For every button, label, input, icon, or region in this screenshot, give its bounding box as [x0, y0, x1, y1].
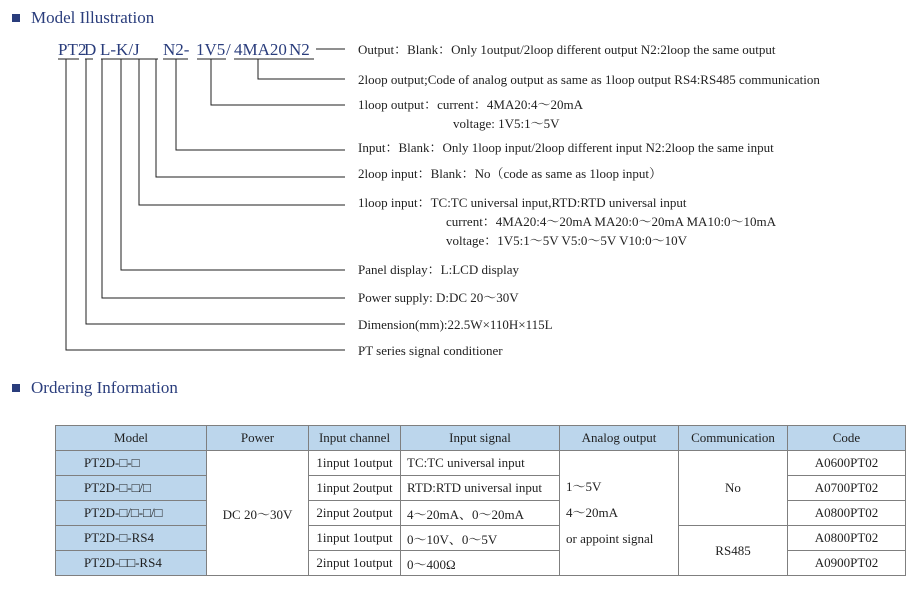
desc-1loop-input: 1loop input：TC:TC universal input,RTD:RTD universal input: [358, 195, 687, 210]
code-cell: A0700PT02: [788, 476, 906, 501]
desc-dimension: Dimension(mm):22.5W×110H×115L: [358, 317, 553, 332]
code-display-input: L-K/J: [100, 40, 140, 59]
desc-1loop-input-current: current：4MA20:4～20mA MA20:0～20mA MA10:0～10mA: [446, 214, 777, 229]
code-2loop-input: N2-: [163, 40, 190, 59]
desc-output: Output：Blank：Only 1output/2loop different output N2:2loop the same output: [358, 42, 776, 57]
header-power: Power: [207, 426, 309, 451]
table-row: [56, 451, 906, 476]
square-bullet-icon: [12, 384, 20, 392]
header-input-signal: Input signal: [401, 426, 560, 451]
desc-input: Input：Blank：Only 1loop input/2loop different input N2:2loop the same input: [358, 140, 774, 155]
desc-1loop-input-voltage: voltage：1V5:1～5V V5:0～5V V10:0～10V: [446, 233, 687, 248]
table-row: [56, 526, 906, 551]
desc-1loop-output: 1loop output：current：4MA20:4～20mA: [358, 97, 583, 112]
code-cell: A0800PT02: [788, 501, 906, 526]
channel-cell: 1input 1output: [309, 526, 401, 551]
communication-cell: No: [679, 451, 788, 526]
table-header-row: [56, 426, 906, 451]
code-cell: A0900PT02: [788, 551, 906, 576]
model-cell: PT2D-□/□-□/□: [56, 501, 207, 526]
model-cell: PT2D-□-□/□: [56, 476, 207, 501]
desc-series: PT series signal conditioner: [358, 343, 503, 358]
code-1loop-output: 1V5: [196, 40, 226, 59]
model-cell: PT2D-□-RS4: [56, 526, 207, 551]
model-code: [58, 40, 310, 59]
desc-2loop-input: 2loop input：Blank：No（code as same as 1loop input）: [358, 166, 663, 181]
ordering-table: [55, 425, 906, 576]
channel-cell: 1input 2output: [309, 476, 401, 501]
signal-cell: RTD:RTD universal input: [401, 476, 560, 501]
signal-cell: 0～400Ω: [401, 551, 560, 576]
code-power: D: [84, 40, 97, 59]
analog-output-line: or appoint signal: [566, 531, 654, 546]
channel-cell: 1input 1output: [309, 451, 401, 476]
ordering-information-title: Ordering Information: [31, 378, 178, 397]
power-cell: DC 20～30V: [207, 451, 309, 576]
model-cell: PT2D-□□-RS4: [56, 551, 207, 576]
communication-cell: RS485: [679, 526, 788, 576]
channel-cell: 2input 1output: [309, 551, 401, 576]
header-analog-output: Analog output: [560, 426, 679, 451]
analog-output-cell: [560, 451, 679, 576]
header-model: Model: [56, 426, 207, 451]
code-2loop-output: 4MA20: [234, 40, 287, 59]
header-communication: Communication: [679, 426, 788, 451]
desc-power-supply: Power supply: D:DC 20～30V: [358, 290, 519, 305]
code-cell: A0800PT02: [788, 526, 906, 551]
desc-panel-display: Panel display：L:LCD display: [358, 262, 520, 277]
code-descriptions: [358, 42, 820, 358]
analog-output-line: 4～20mA: [566, 505, 619, 520]
signal-cell: TC:TC universal input: [401, 451, 560, 476]
analog-output-line: 1～5V: [566, 479, 602, 494]
ordering-information-heading: [12, 378, 178, 398]
signal-cell: 0～10V、0～5V: [401, 526, 560, 551]
code-output: N2: [289, 40, 310, 59]
desc-2loop-output: 2loop output;Code of analog output as same as 1loop output RS4:RS485 communication: [358, 72, 820, 87]
code-slash: /: [226, 40, 231, 59]
model-cell: PT2D-□-□: [56, 451, 207, 476]
desc-1loop-output-voltage: voltage: 1V5:1～5V: [453, 116, 560, 131]
model-illustration-title: Model Illustration: [31, 8, 155, 27]
header-input-channel: Input channel: [309, 426, 401, 451]
code-series: PT2: [58, 40, 87, 59]
code-cell: A0600PT02: [788, 451, 906, 476]
signal-cell: 4～20mA、0～20mA: [401, 501, 560, 526]
header-code: Code: [788, 426, 906, 451]
channel-cell: 2input 2output: [309, 501, 401, 526]
